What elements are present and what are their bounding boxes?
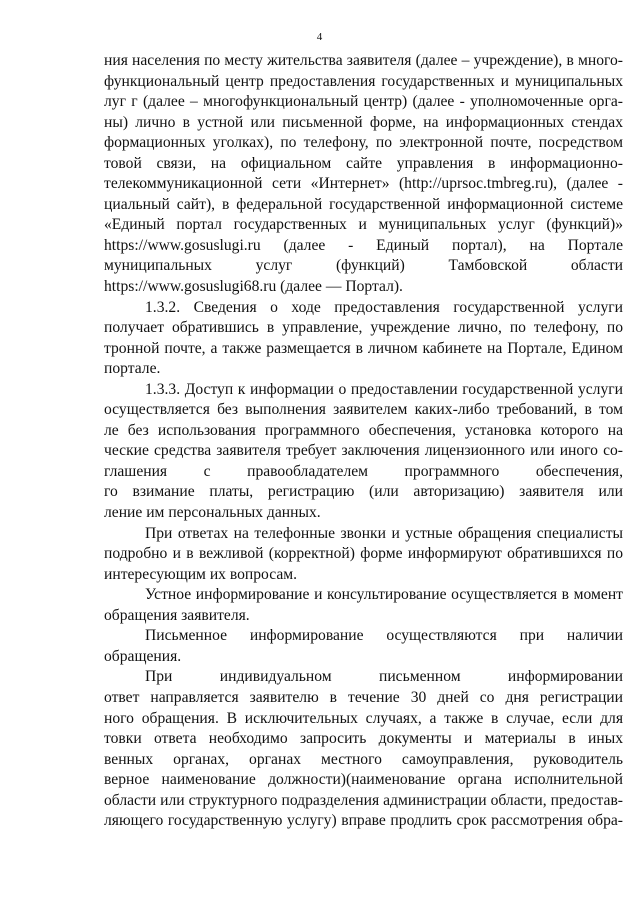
text-line: го взимание платы, регистрацию (или авторизацию) заявителя или — [104, 483, 623, 501]
text-line: товки ответа необходимо запросить документы и материалы в иных — [104, 730, 623, 748]
text-line: венных органах, органах местного самоуправления, руководитель — [104, 750, 623, 768]
text-line: ческие средства заявителя требует заключения лицензионного или иного со- — [104, 442, 623, 460]
text-line: обращения заявителя. — [104, 606, 250, 624]
text-line: ны) лично в устной или письменной форме, на информационных стендах — [104, 113, 623, 131]
text-line: глашения с правообладателем программного обеспечения, — [104, 462, 623, 480]
text-line: 1.3.2. Сведения о ходе предоставления государственной услуги — [145, 298, 623, 316]
text-line: Устное информирование и консультирование осуществляется в момент — [145, 586, 623, 604]
text-line: интересующим их вопросам. — [104, 565, 298, 583]
text-line: ле без использования программного обеспечения, установка которого на — [104, 421, 623, 439]
text-line: https://www.gosuslugi68.ru (далее — Портал). — [104, 278, 403, 296]
text-line: получает обратившись в управление, учреждение лично, по телефону, по — [104, 319, 623, 337]
text-line: Письменное информирование осуществляются при наличии — [145, 627, 623, 645]
text-line: При ответах на телефонные звонки и устные обращения специалисты — [145, 524, 623, 542]
text-line: ление им персональных данных. — [104, 504, 321, 522]
document-body — [104, 51, 623, 832]
text-line: муниципальных услуг (функций) Тамбовской области — [104, 257, 623, 275]
text-line: функциональный центр предоставления государственных и муниципальных — [104, 72, 623, 90]
text-line: обращения. — [104, 647, 182, 665]
text-line: верное наименование должности)(наименование органа исполнительной — [104, 771, 623, 789]
text-line: ния населения по месту жительства заявителя (далее – учреждение), в много- — [104, 52, 623, 69]
text-line: https://www.gosuslugi.ru (далее - Единый портал), на Портале — [104, 236, 623, 254]
text-line: ного обращения. В исключительных случаях, а также в случае, если для — [104, 709, 623, 727]
text-line: формационных уголках), по телефону, по электронной почте, посредством — [104, 134, 623, 152]
text-line: портале. — [104, 360, 161, 378]
text-line: «Единый портал государственных и муниципальных услуг (функций)» — [104, 216, 623, 234]
text-line: осуществляется без выполнения заявителем каких-либо требований, в том — [104, 401, 623, 419]
text-line: При индивидуальном письменном информировании — [145, 668, 623, 686]
text-line: луг г (далее – многофункциональный центр) (далее - уполномоченные орга- — [104, 93, 623, 111]
text-line: ответ направляется заявителю в течение 30 дней со дня регистрации — [104, 688, 623, 706]
text-line: телекоммуникационной сети «Интернет» (http://uprsoc.tmbreg.ru), (далее - — [104, 175, 623, 193]
text-line: циальный сайт), в федеральной государственной информационной системе — [104, 195, 623, 213]
text-line: подробно и в вежливой (корректной) форме информируют обратившихся по — [104, 545, 623, 563]
text-line: ляющего государственную услугу) вправе продлить срок рассмотрения обра- — [104, 812, 623, 830]
text-line: области или структурного подразделения администрации области, предостав- — [104, 791, 623, 809]
text-line: товой связи, на официальном сайте управления в информационно- — [104, 154, 623, 172]
text-line: тронной почте, а также размещается в личном кабинете на Портале, Едином — [104, 339, 623, 357]
page-number: 4 — [316, 31, 323, 43]
text-line: 1.3.3. Доступ к информации о предоставлении государственной услуги — [145, 380, 623, 398]
